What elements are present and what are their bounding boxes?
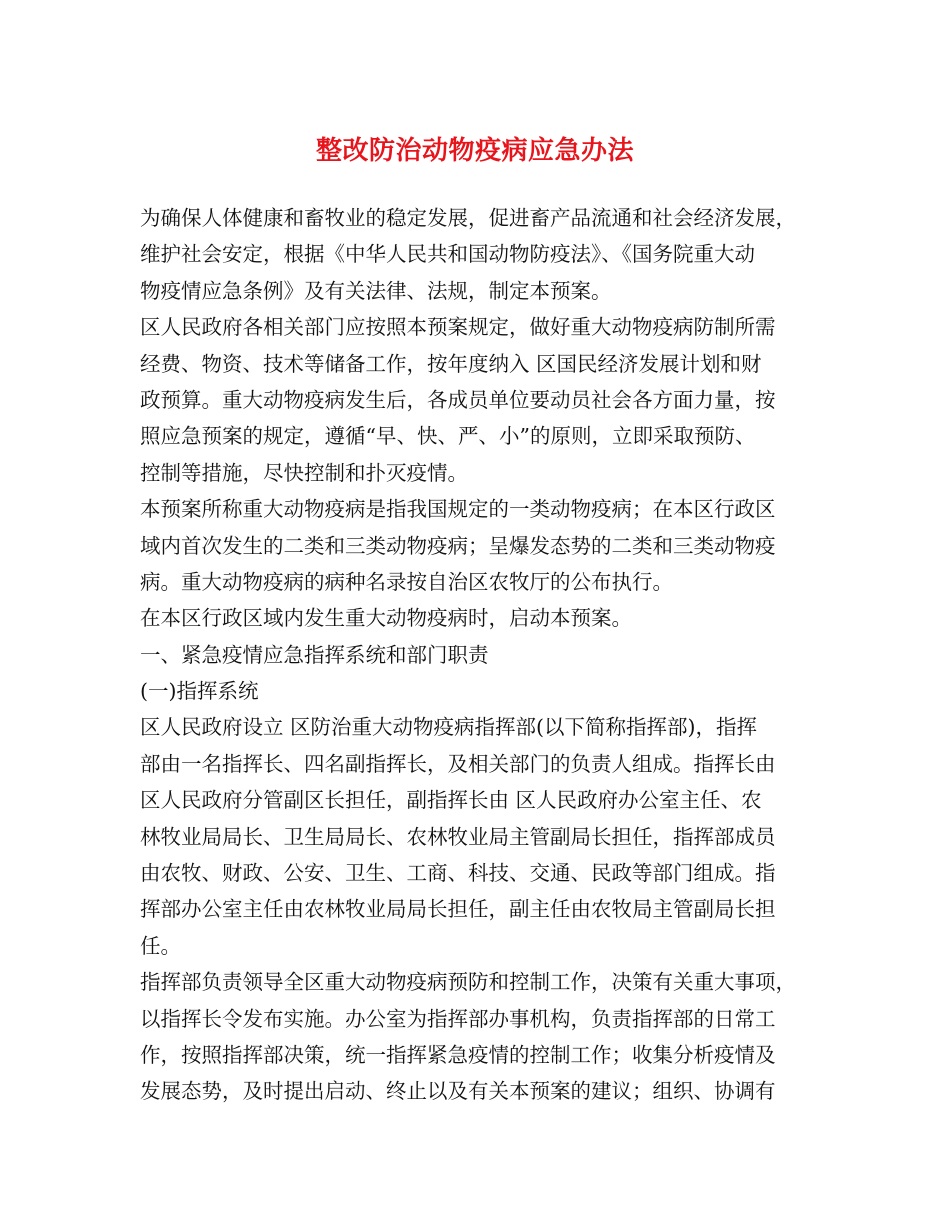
text-line: 病。重大动物疫病的病种名录按自治区农牧厅的公布执行。 <box>140 569 673 594</box>
text-line: 以指挥长令发布实施。办公室为指挥部办事机构，负责指挥部的日常工 <box>140 1006 776 1031</box>
text-line: 为确保人体健康和畜牧业的稳定发展，促进畜产品流通和社会经济发展， <box>140 206 796 230</box>
text-line: 部由一名指挥长、四名副指挥长，及相关部门的负责人组成。指挥长由 <box>140 751 776 776</box>
text-line: 照应急预案的规定，遵循“早、快、严、小”的原则，立即采取预防、 <box>140 424 756 449</box>
text-line: 挥部办公室主任由农林牧业局局长担任，副主任由农牧局主管副局长担 <box>140 897 776 922</box>
text-line: 域内首次发生的二类和三类动物疫病；呈爆发态势的二类和三类动物疫 <box>140 533 776 558</box>
text-line: 任。 <box>140 933 181 958</box>
text-line: 维护社会安定，根据《中华人民共和国动物防疫法》、《国务院重大动 <box>140 242 755 267</box>
text-line: 由农牧、财政、公安、卫生、工商、科技、交通、民政等部门组成。指 <box>140 861 776 886</box>
text-line: 林牧业局局长、卫生局局长、农林牧业局主管副局长担任，指挥部成员 <box>140 824 776 849</box>
text-line: 本预案所称重大动物疫病是指我国规定的一类动物疫病；在本区行政区 <box>140 497 776 522</box>
text-line: 在本区行政区域内发生重大动物疫病时，启动本预案。 <box>140 606 632 631</box>
subsection-heading: (一)指挥系统 <box>140 679 259 704</box>
text-line: 指挥部负责领导全区重大动物疫病预防和控制工作，决策有关重大事项， <box>140 970 796 995</box>
text-line: 发展态势，及时提出启动、终止以及有关本预案的建议；组织、协调有 <box>140 1079 776 1104</box>
text-line: 作，按照指挥部决策，统一指挥紧急疫情的控制工作；收集分析疫情及 <box>140 1042 776 1067</box>
document-title: 整改防治动物疫病应急办法 <box>315 136 634 166</box>
text-line: 区人民政府分管副区长担任，副指挥长由 区人民政府办公室主任、农 <box>140 788 762 813</box>
text-line: 区人民政府设立 区防治重大动物疫病指挥部(以下简称指挥部)，指挥 <box>140 715 758 740</box>
text-line: 经费、物资、技术等储备工作，按年度纳入 区国民经济发展计划和财 <box>140 351 762 376</box>
section-heading: 一、紧急疫情应急指挥系统和部门职责 <box>140 642 489 667</box>
text-line: 物疫情应急条例》及有关法律、法规，制定本预案。 <box>140 278 612 303</box>
text-line: 政预算。重大动物疫病发生后，各成员单位要动员社会各方面力量，按 <box>140 387 776 412</box>
text-line: 控制等措施，尽快控制和扑灭疫情。 <box>140 460 468 485</box>
text-line: 区人民政府各相关部门应按照本预案规定，做好重大动物疫病防制所需 <box>140 315 776 340</box>
document-body <box>140 200 830 1110</box>
